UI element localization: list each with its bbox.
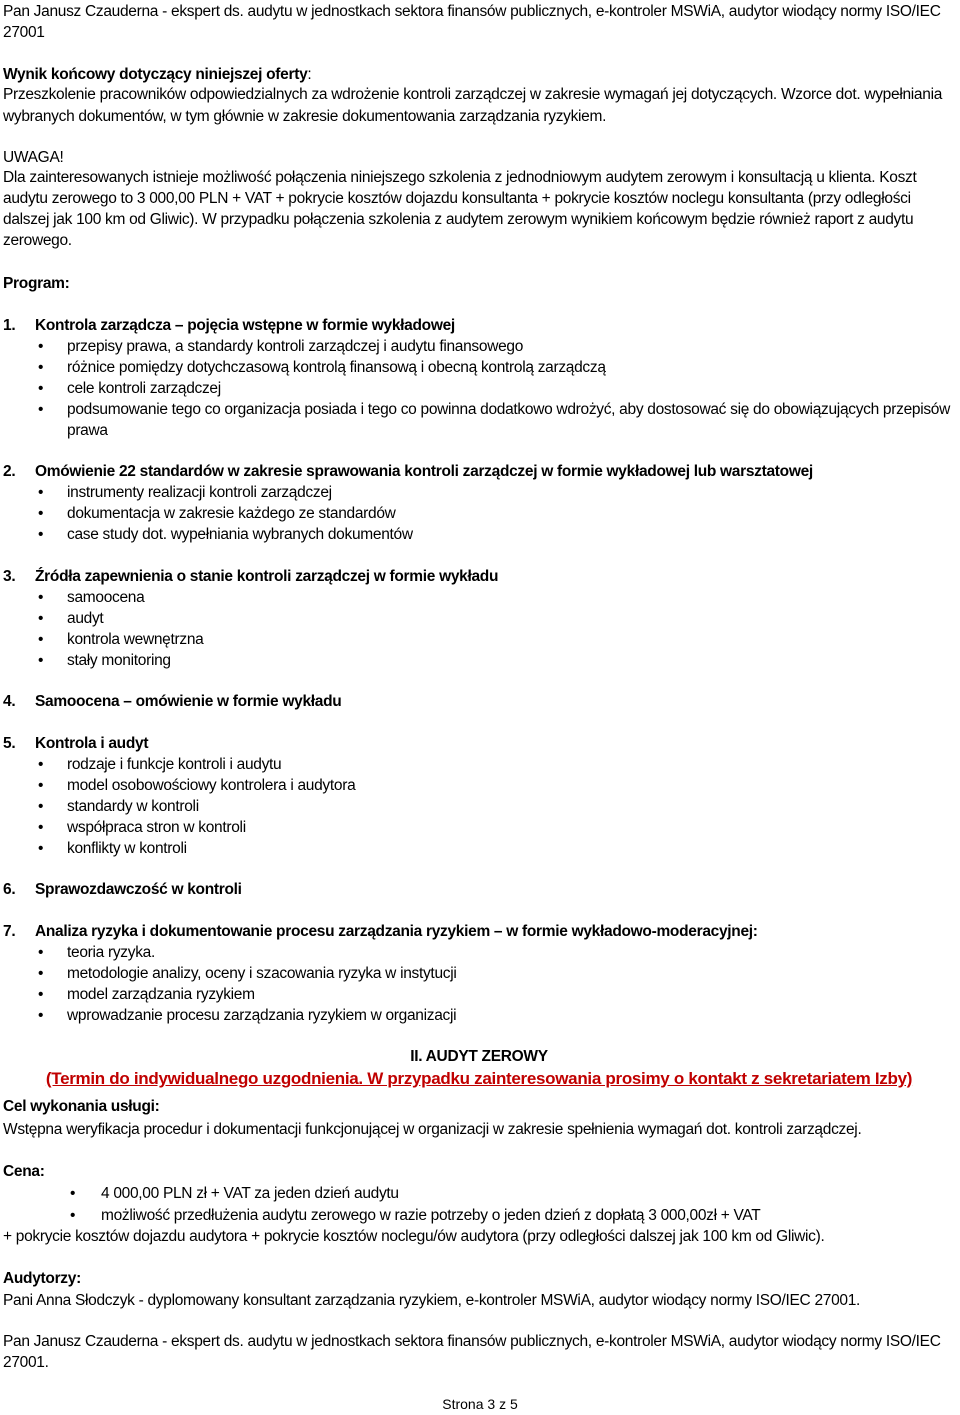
section-title: [3, 461, 955, 482]
audit-term-notice: (Termin do indywidualnego uzgodnienia. W przypadku zainteresowania prosimy o kontakt z sekretariatem Izby): [45, 1069, 913, 1088]
section-2-list: [3, 482, 955, 545]
section-title-text: Źródła zapewnienia o stanie kontroli zarządczej w formie wykładu: [35, 568, 499, 585]
warning-label: UWAGA!: [3, 149, 64, 166]
section-title-text: Samoocena – omówienie w formie wykładu: [35, 693, 342, 710]
list-item: • dokumentacja w zakresie każdego ze standardów: [3, 503, 955, 524]
program-section-3: [3, 566, 955, 671]
section-title: [3, 879, 955, 900]
section-title-text: Analiza ryzyka i dokumentowanie procesu zarządzania ryzykiem – w formie wykładowo-moderacyjnej:: [35, 923, 758, 940]
program-section-4: [3, 691, 955, 712]
warning-line-1: Dla zainteresowanych istnieje możliwość połączenia niniejszego szkolenia z jednodniowym audytem zerowym i konsultacją u klienta. Koszt: [3, 169, 917, 186]
price-label: Cena:: [3, 1163, 45, 1180]
section-title: [3, 691, 955, 712]
warning-line-3: dalszej jak 100 km od Gliwic). W przypadku połączenia szkolenia z audytem zerowym wynikiem końcowym będzie również raport z audytu: [3, 211, 914, 228]
auditor-2-line-2: 27001.: [3, 1354, 49, 1371]
section-7-list: [3, 942, 955, 1026]
list-item: • model osobowościowy kontrolera i audytora: [3, 775, 955, 796]
result-line-2: wybranych dokumentów, w tym głównie w zakresie dokumentowania zarządzania ryzykiem.: [3, 108, 607, 125]
auditor-2-line-1: Pan Janusz Czauderna - ekspert ds. audytu w jednostkach sektora finansów publicznych, e-kontroler MSWiA, audytor wiodący normy ISO/IEC: [3, 1333, 941, 1350]
program-section-7: [3, 921, 955, 1026]
result-label: Wynik końcowy dotyczący niniejszej oferty: [3, 66, 308, 83]
list-item: • case study dot. wypełniania wybranych dokumentów: [3, 524, 955, 545]
warning-line-2: audytu zerowego to 3 000,00 PLN + VAT + pokrycie kosztów dojazdu konsultanta + pokrycie kosztów noclegu konsultanta (przy odległości: [3, 190, 911, 207]
list-item: • stały monitoring: [3, 650, 955, 671]
section-title: [3, 566, 955, 587]
program-section-1: [3, 315, 955, 441]
section-title: [3, 733, 955, 754]
section-number: 1.: [3, 317, 16, 334]
section-title: [3, 921, 955, 942]
section-title-text: Omówienie 22 standardów w zakresie sprawowania kontroli zarządczej w formie wykładowej lub warsztatowej: [35, 463, 813, 480]
program-label: Program:: [3, 275, 70, 292]
section-number: 3.: [3, 568, 16, 585]
list-item: • różnice pomiędzy dotychczasową kontrolą finansową i obecną kontrolą zarządczą: [3, 357, 955, 378]
section-number: 2.: [3, 463, 16, 480]
header-line-2: 27001: [3, 24, 45, 41]
goal-text: Wstępna weryfikacja procedur i dokumentacji funkcjonującej w organizacji w zakresie spełnienia wymagań dot. kontroli zarządczej.: [3, 1121, 862, 1138]
list-item: • podsumowanie tego co organizacja posiada i tego co powinna dodatkowo wdrożyć, aby dostosować się do obowiązujących przepisów prawa: [3, 399, 955, 441]
result-heading: [3, 64, 311, 85]
section-title-text: Sprawozdawczość w kontroli: [35, 881, 242, 898]
list-item: • przepisy prawa, a standardy kontroli zarządczej i audytu finansowego: [3, 336, 955, 357]
price-list: [3, 1183, 955, 1227]
section-title: [3, 315, 955, 336]
header-line-1: Pan Janusz Czauderna - ekspert ds. audytu w jednostkach sektora finansów publicznych, e-kontroler MSWiA, audytor wiodący normy ISO/IEC: [3, 3, 941, 20]
goal-label: Cel wykonania usługi:: [3, 1098, 160, 1115]
program-section-6: [3, 879, 955, 900]
program-section-2: [3, 461, 955, 545]
list-item: • model zarządzania ryzykiem: [3, 984, 955, 1005]
section-3-list: [3, 587, 955, 671]
auditors-label: Audytorzy:: [3, 1270, 81, 1287]
result-line-1: Przeszkolenie pracowników odpowiedzialnych za wdrożenie kontroli zarządczej w zakresie wymagań jej dotyczących. Wzorce dot. wypełniania: [3, 86, 943, 103]
section-number: 6.: [3, 881, 16, 898]
list-item: • standardy w kontroli: [3, 796, 955, 817]
list-item: • wprowadzanie procesu zarządzania ryzykiem w organizacji: [3, 1005, 955, 1026]
price-note: + pokrycie kosztów dojazdu audytora + pokrycie kosztów noclegu/ów audytora (przy odległości dalszej jak 100 km od Gliwic).: [3, 1228, 825, 1245]
list-item: • współpraca stron w kontroli: [3, 817, 955, 838]
list-item: • konflikty w kontroli: [3, 838, 955, 859]
list-item: • metodologie analizy, oceny i szacowania ryzyka w instytucji: [3, 963, 955, 984]
price-item: • 4 000,00 PLN zł + VAT za jeden dzień audytu: [3, 1183, 955, 1205]
price-item: • możliwość przedłużenia audytu zerowego w razie potrzeby o jeden dzień z dopłatą 3 000,00zł + VAT: [3, 1205, 955, 1227]
list-item: • samoocena: [3, 587, 955, 608]
list-item: • teoria ryzyka.: [3, 942, 955, 963]
list-item: • kontrola wewnętrzna: [3, 629, 955, 650]
section-title-text: Kontrola i audyt: [35, 735, 149, 752]
result-colon: :: [307, 66, 312, 83]
list-item: • cele kontroli zarządczej: [3, 378, 955, 399]
list-item: • audyt: [3, 608, 955, 629]
audit-heading: II. AUDYT ZEROWY: [410, 1048, 548, 1065]
section-number: 4.: [3, 693, 16, 710]
section-5-list: [3, 754, 955, 859]
list-item: • instrumenty realizacji kontroli zarządczej: [3, 482, 955, 503]
list-item: • rodzaje i funkcje kontroli i audytu: [3, 754, 955, 775]
program-section-5: [3, 733, 955, 859]
section-number: 5.: [3, 735, 16, 752]
section-number: 7.: [3, 923, 16, 940]
section-1-list: [3, 336, 955, 441]
page-footer: Strona 3 z 5: [442, 1396, 518, 1412]
section-title-text: Kontrola zarządcza – pojęcia wstępne w formie wykładowej: [35, 317, 455, 334]
auditor-1: Pani Anna Słodczyk - dyplomowany konsultant zarządzania ryzykiem, e-kontroler MSWiA, audytor wiodący normy ISO/IEC 27001.: [3, 1292, 861, 1309]
warning-line-4: zerowego.: [3, 232, 72, 249]
